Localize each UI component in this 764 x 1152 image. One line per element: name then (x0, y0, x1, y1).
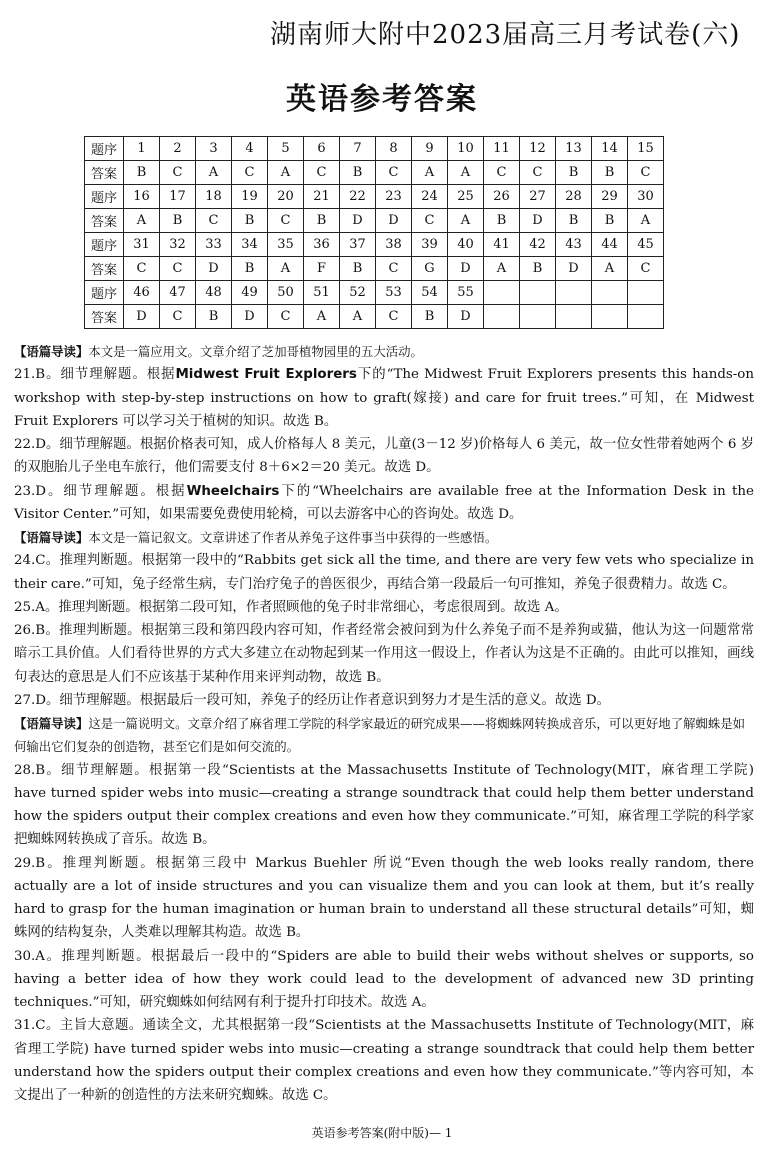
question-number-cell: 23 (376, 185, 412, 209)
explanation-text: C。推理判断题。根据第一段中的“Rabbits get sick all the time, and there are very few vets who specialize in their care.”可知，兔子经常生病，专门治疗兔子的兽医很少，再结合第一段最后一句可推知，养兔子很费精力。故选 C。 (14, 553, 754, 592)
answer-cell: A (196, 161, 232, 185)
question-number-cell: 47 (160, 281, 196, 305)
question-number-cell: 49 (232, 281, 268, 305)
question-number-cell: 31 (124, 233, 160, 257)
answer-cell: B (232, 209, 268, 233)
answer-row (85, 257, 664, 281)
question-number-cell: 30 (628, 185, 664, 209)
answer-cell: C (412, 209, 448, 233)
row-label: 答案 (85, 305, 124, 329)
keyword: Midwest Fruit Explorers (175, 367, 357, 383)
row-label: 答案 (85, 161, 124, 185)
question-number-cell: 2 (160, 137, 196, 161)
answer-cell: C (484, 161, 520, 185)
answer-cell (484, 305, 520, 329)
question-number: 31. (14, 1018, 36, 1034)
guide-text: 这是一篇说明文。文章介绍了麻省理工学院的科学家最近的研究成果——将蜘蛛网转换成音乐，可以更好地了解蜘蛛是如何输出它们复杂的创造物，甚至它们是如何交流的。 (14, 716, 746, 755)
explanation-text: D。细节理解题。根据价格表可知，成人价格每人 8 美元，儿童(3－12 岁)价格每人 6 美元，故一位女性带着她两个 6 岁的双胞胎儿子坐电车旅行，他们需要支付 8＋6×2＝20 美元。故选 D。 (14, 437, 754, 476)
answer-cell: C (376, 257, 412, 281)
question-number-cell: 40 (448, 233, 484, 257)
answer-cell: B (196, 305, 232, 329)
answer-cell: G (412, 257, 448, 281)
question-number-cell: 32 (160, 233, 196, 257)
question-number: 23. (14, 483, 36, 499)
answer-cell: D (232, 305, 268, 329)
answer-cell: A (268, 257, 304, 281)
answer-cell: A (448, 209, 484, 233)
question-number-cell (556, 281, 592, 305)
question-number-cell: 17 (160, 185, 196, 209)
question-number-cell: 53 (376, 281, 412, 305)
question-number-cell: 48 (196, 281, 232, 305)
answer-cell: D (196, 257, 232, 281)
question-number-cell: 19 (232, 185, 268, 209)
question-number-cell (592, 281, 628, 305)
answer-cell: B (592, 161, 628, 185)
answer-row (85, 161, 664, 185)
answer-explanation-28 (14, 759, 754, 852)
answer-cell: A (412, 161, 448, 185)
answer-cell: D (340, 209, 376, 233)
guide-text: 本文是一篇记叙文。文章讲述了作者从养兔子这件事当中获得的一些感悟。 (88, 530, 498, 545)
explanation-text: B。细节理解题。根据 (35, 367, 176, 383)
answer-cell: C (232, 161, 268, 185)
answer-cell: C (124, 257, 160, 281)
question-number-cell: 8 (376, 137, 412, 161)
answer-cell: A (484, 257, 520, 281)
answer-explanation-29 (14, 852, 754, 945)
question-number-cell: 11 (484, 137, 520, 161)
question-number-cell: 16 (124, 185, 160, 209)
question-number: 30. (14, 948, 36, 964)
row-label: 答案 (85, 209, 124, 233)
explanations (14, 340, 754, 1107)
question-number-cell: 4 (232, 137, 268, 161)
question-number-cell: 25 (448, 185, 484, 209)
answer-cell: B (412, 305, 448, 329)
answer-cell: A (340, 305, 376, 329)
keyword: Wheelchairs (186, 483, 280, 499)
question-number: 21. (14, 367, 36, 383)
row-label: 答案 (85, 257, 124, 281)
question-number-cell: 5 (268, 137, 304, 161)
explanation-text: A。推理判断题。根据最后一段中的“Spiders are able to build their webs without shelves or supports, so having a better idea of how they work could lead to the development of advanced new 3D printing techniques.”可知，研究蜘蛛如何结网有利于提升打印技术。故选 A。 (14, 948, 754, 1010)
answer-cell: C (268, 305, 304, 329)
answer-cell: B (484, 209, 520, 233)
question-number-cell: 39 (412, 233, 448, 257)
question-number-cell: 43 (556, 233, 592, 257)
answer-cell (628, 305, 664, 329)
answer-cell: B (340, 257, 376, 281)
answer-cell: C (160, 257, 196, 281)
question-number-cell: 20 (268, 185, 304, 209)
answer-explanation-30 (14, 945, 754, 1015)
question-number: 26. (14, 623, 36, 638)
question-number-cell: 15 (628, 137, 664, 161)
answer-cell: C (268, 209, 304, 233)
question-number-row (85, 281, 664, 305)
guide-tag: 【语篇导读】 (14, 716, 89, 731)
question-number-cell: 1 (124, 137, 160, 161)
explanation-text: B。细节理解题。根据第一段“Scientists at the Massachusetts Institute of Technology(MIT，麻省理工学院) have turned spider webs into music—creating a strange soundtrack that could help them better understand how the spiders output their complex creations and even how they communicate.”可知，麻省理工学院的科学家把蜘蛛网转换成了音乐。故选 B。 (14, 762, 754, 848)
question-number-cell (520, 281, 556, 305)
school-exam-title: 湖南师大附中2023届高三月考试卷(六) (270, 20, 741, 50)
question-number-cell: 10 (448, 137, 484, 161)
guide-text: 本文是一篇应用文。文章介绍了芝加哥植物园里的五大活动。 (88, 344, 423, 359)
answer-explanation-27 (14, 689, 754, 712)
question-number-cell: 34 (232, 233, 268, 257)
answer-cell: C (628, 161, 664, 185)
question-number-cell: 52 (340, 281, 376, 305)
question-number-cell: 24 (412, 185, 448, 209)
row-label: 题序 (85, 185, 124, 209)
answer-cell: D (448, 305, 484, 329)
question-number: 28. (14, 762, 36, 778)
question-number-cell: 3 (196, 137, 232, 161)
question-number-cell: 12 (520, 137, 556, 161)
guide-tag: 【语篇导读】 (14, 344, 89, 359)
answer-explanation-31 (14, 1014, 754, 1107)
answer-cell: A (268, 161, 304, 185)
answer-explanation-22 (14, 433, 754, 480)
answer-cell: A (628, 209, 664, 233)
answer-cell (520, 305, 556, 329)
explanation-text: 下的“The Midwest Fruit Explorers presents this hands-on workshop with step-by-step instructions on how to graft(嫁接) and care for fruit trees.”可知，在 Midwest Fruit Explorers 可以学习关于植树的知识。故选 B。 (14, 367, 754, 429)
answer-cell: D (556, 257, 592, 281)
answer-cell: B (556, 209, 592, 233)
question-number-cell: 38 (376, 233, 412, 257)
question-number-cell: 13 (556, 137, 592, 161)
question-number-cell: 9 (412, 137, 448, 161)
answer-cell: F (304, 257, 340, 281)
row-label: 题序 (85, 233, 124, 257)
question-number-cell: 22 (340, 185, 376, 209)
row-label: 题序 (85, 137, 124, 161)
answer-cell: B (124, 161, 160, 185)
question-number-cell: 54 (412, 281, 448, 305)
question-number-cell: 28 (556, 185, 592, 209)
question-number-cell: 45 (628, 233, 664, 257)
answer-row (85, 209, 664, 233)
question-number-row (85, 137, 664, 161)
question-number-cell: 55 (448, 281, 484, 305)
question-number-cell: 50 (268, 281, 304, 305)
answer-cell: D (124, 305, 160, 329)
question-number: 24. (14, 553, 36, 569)
answer-cell: B (232, 257, 268, 281)
answer-explanation-21 (14, 363, 754, 433)
question-number: 22. (14, 437, 36, 452)
passage-guide (14, 712, 754, 759)
question-number-cell: 7 (340, 137, 376, 161)
explanation-text: D。细节理解题。根据最后一段可知，养兔子的经历让作者意识到努力才是生活的意义。故选 D。 (35, 692, 611, 708)
answer-cell: B (520, 257, 556, 281)
question-number-cell: 44 (592, 233, 628, 257)
answer-cell: A (304, 305, 340, 329)
question-number-row (85, 233, 664, 257)
answer-cell: D (376, 209, 412, 233)
explanation-text: B。推理判断题。根据第三段和第四段内容可知，作者经常会被问到为什么养兔子而不是养狗或猫，他认为这一问题常常暗示工具价值。人们看待世界的方式大多建立在动物起到某一作用这一假设上，作者认为这是不正确的。由此可以推知，画线句表达的意思是人们不应该基于某种作用来评判动物，故选 B。 (14, 623, 754, 685)
answer-cell: C (376, 161, 412, 185)
question-number-cell: 18 (196, 185, 232, 209)
passage-guide (14, 526, 754, 549)
question-number-cell: 37 (340, 233, 376, 257)
answer-explanation-23 (14, 480, 754, 527)
answer-key-table (84, 136, 664, 329)
question-number-cell: 36 (304, 233, 340, 257)
row-label: 题序 (85, 281, 124, 305)
question-number-cell: 41 (484, 233, 520, 257)
answer-cell: C (304, 161, 340, 185)
answer-cell: B (304, 209, 340, 233)
question-number-cell: 27 (520, 185, 556, 209)
page-footer: 英语参考答案(附中版)— 1 (311, 1126, 453, 1140)
answer-explanation-24 (14, 549, 754, 596)
question-number-cell: 26 (484, 185, 520, 209)
answer-cell: D (448, 257, 484, 281)
explanation-text: C。主旨大意题。通读全文，尤其根据第一段“Scientists at the Massachusetts Institute of Technology(MIT，麻省理工学院) have turned spider webs into music—creating a strange soundtrack that could help them better understand how the spiders output their complex creations and even how they communicate.”等内容可知，本文提出了一种新的创造性的方法来研究蜘蛛。故选 C。 (14, 1018, 754, 1103)
question-number-cell: 51 (304, 281, 340, 305)
question-number-cell: 35 (268, 233, 304, 257)
answer-cell: B (160, 209, 196, 233)
answer-cell: B (556, 161, 592, 185)
answer-cell: C (376, 305, 412, 329)
explanation-text: 下的“Wheelchairs are available free at the Information Desk in the Visitor Center.”可知，如果需要免费使用轮椅，可以去游客中心的咨询处。故选 D。 (14, 483, 754, 522)
guide-tag: 【语篇导读】 (14, 530, 89, 545)
question-number-cell: 33 (196, 233, 232, 257)
answer-cell: C (160, 161, 196, 185)
question-number-cell: 21 (304, 185, 340, 209)
page-title: 英语参考答案 (286, 82, 478, 117)
explanation-text: A。推理判断题。根据第二段可知，作者照顾他的兔子时非常细心，考虑很周到。故选 A。 (35, 599, 568, 615)
answer-cell: C (628, 257, 664, 281)
question-number-cell: 42 (520, 233, 556, 257)
explanation-text: B。推理判断题。根据第三段中 Markus Buehler 所说“Even though the web looks really random, there actually are a lot of inside structures and you can visualize them and you can look at them, but it’s really hard to grasp for the human imagination or human brain to understand all these structural details”可知，蜘蛛网的结构复杂，人类难以理解其构造。故选 B。 (14, 855, 754, 941)
answer-cell (592, 305, 628, 329)
answer-cell (556, 305, 592, 329)
answer-explanation-26 (14, 619, 754, 689)
question-number-cell: 29 (592, 185, 628, 209)
answer-cell: C (196, 209, 232, 233)
question-number-cell (628, 281, 664, 305)
question-number-cell: 46 (124, 281, 160, 305)
answer-cell: B (592, 209, 628, 233)
answer-cell: C (520, 161, 556, 185)
question-number-cell: 14 (592, 137, 628, 161)
answer-cell: B (340, 161, 376, 185)
question-number: 25. (14, 599, 36, 615)
explanation-text: D。细节理解题。根据 (35, 483, 187, 499)
answer-cell: A (592, 257, 628, 281)
passage-guide (14, 340, 754, 363)
question-number: 29. (14, 855, 36, 871)
answer-cell: A (448, 161, 484, 185)
question-number-row (85, 185, 664, 209)
question-number-cell (484, 281, 520, 305)
question-number-cell: 6 (304, 137, 340, 161)
answer-explanation-25 (14, 596, 754, 619)
answer-cell: C (160, 305, 196, 329)
answer-cell: A (124, 209, 160, 233)
answer-cell: D (520, 209, 556, 233)
answer-row (85, 305, 664, 329)
question-number: 27. (14, 692, 36, 708)
